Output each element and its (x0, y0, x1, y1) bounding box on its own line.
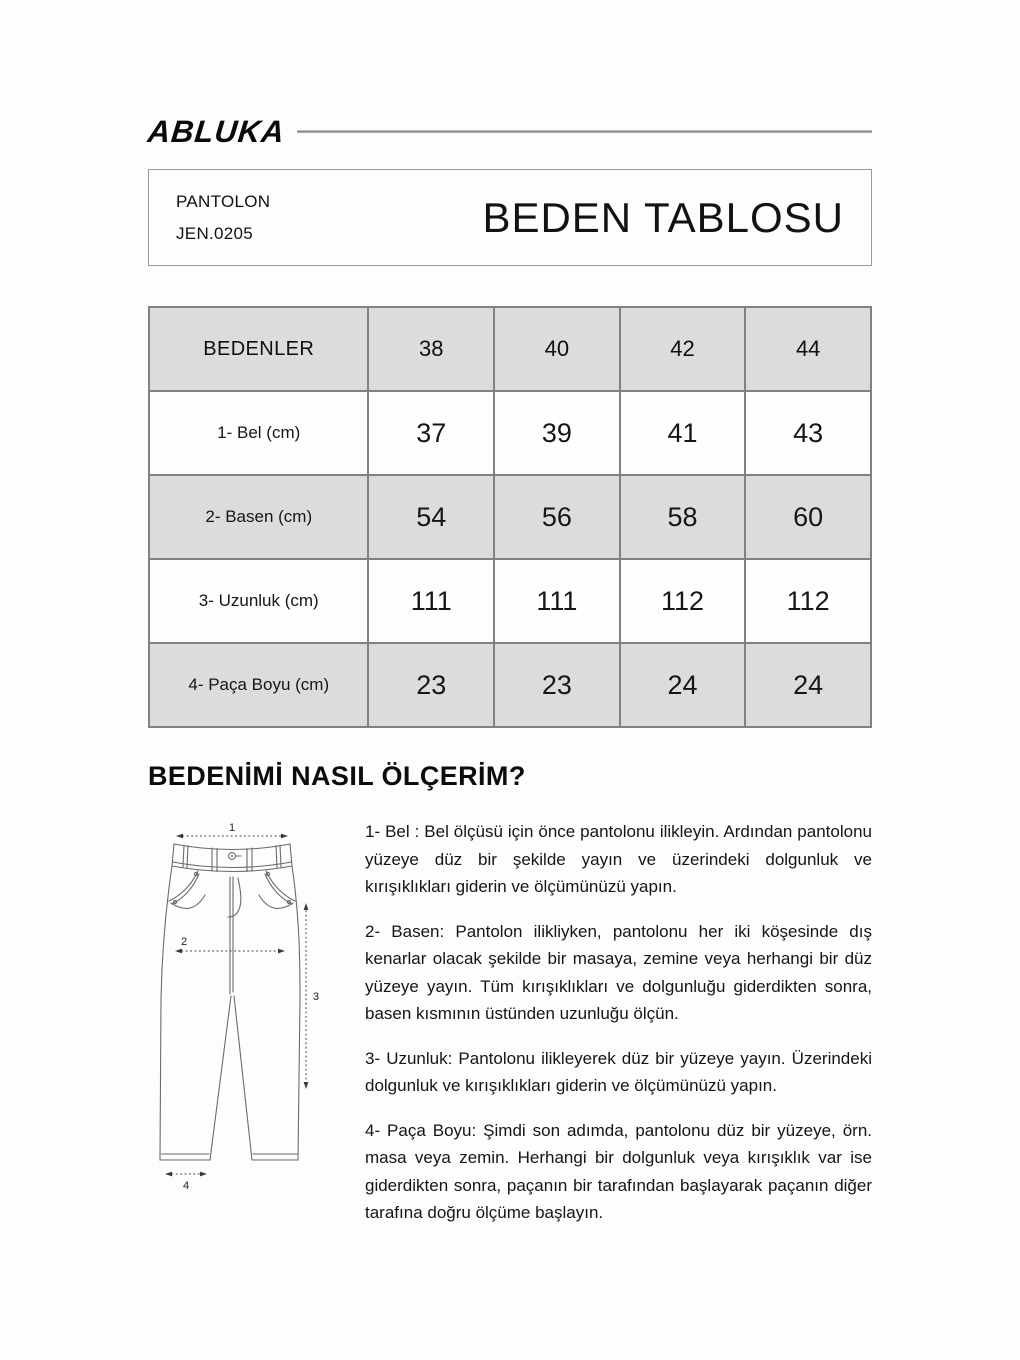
cell-value: 23 (368, 643, 494, 727)
pants-outline (160, 844, 300, 1160)
brand-row (148, 114, 872, 148)
measure-instructions (365, 818, 872, 1244)
arrowheads (165, 834, 308, 1177)
size-header: 42 (620, 307, 746, 391)
size-header: 44 (745, 307, 871, 391)
instruction-waist: 1- Bel : Bel ölçüsü için önce pantolonu ilikleyin. Ardından pantolonu yüzeye düz bir şekilde yayın ve üzerindeki dolgunluk ve kırışıklıkları giderin ve ölçümünüzü yapın. (365, 822, 872, 897)
row-label: 4- Paça Boyu (cm) (149, 643, 368, 727)
cell-value: 23 (494, 643, 620, 727)
cell-value: 24 (620, 643, 746, 727)
measure-section-heading: BEDENİMİ NASIL ÖLÇERİM? (148, 761, 526, 791)
cell-value: 112 (620, 559, 746, 643)
header-box (148, 169, 872, 266)
cell-value: 39 (494, 391, 620, 475)
size-header: 40 (494, 307, 620, 391)
cell-value: 56 (494, 475, 620, 559)
cell-value: 37 (368, 391, 494, 475)
table-header-row (149, 307, 871, 391)
size-header: 38 (368, 307, 494, 391)
table-row (149, 475, 871, 559)
instruction-length: 3- Uzunluk: Pantolonu ilikleyerek düz bir yüzeye yayın. Üzerindeki dolgunluk ve kırışıklıkları giderin ve ölçümünüzü yapın. (365, 1048, 872, 1096)
diagram-label-1: 1 (228, 822, 236, 834)
table-row (149, 559, 871, 643)
product-type: PANTOLON (176, 192, 271, 212)
cell-value: 58 (620, 475, 746, 559)
diagram-label-4: 4 (182, 1180, 190, 1192)
row-label: 2- Basen (cm) (149, 475, 368, 559)
diagram-label-2: 2 (180, 936, 188, 948)
cell-value: 111 (368, 559, 494, 643)
table-row (149, 391, 871, 475)
brand-divider-line (297, 130, 872, 133)
instruction-hip: 2- Basen: Pantolon ilikliyken, pantolonu her iki köşesinde dış kenarlar olacak şekilde bir masaya, zemine veya herhangi bir düz yüzeye yayın. Tüm kırışıklıkları ve dolgunluğu giderdikten sonra, basen kısmının üstünden uzunluğu ölçün. (365, 921, 872, 1024)
row-label: 3- Uzunluk (cm) (149, 559, 368, 643)
product-code: JEN.0205 (176, 223, 254, 243)
cell-value: 41 (620, 391, 746, 475)
table-corner-label: BEDENLER (149, 307, 368, 391)
table-row (149, 643, 871, 727)
cell-value: 112 (745, 559, 871, 643)
pants-diagram-svg (148, 818, 348, 1198)
pants-diagram (148, 818, 353, 1203)
brand-logo: ABLUKA (146, 113, 287, 149)
page-content (148, 114, 872, 1244)
cell-value: 54 (368, 475, 494, 559)
page-title: BEDEN TABLOSU (482, 193, 844, 241)
diagram-label-3: 3 (313, 991, 320, 1003)
cell-value: 24 (745, 643, 871, 727)
row-label: 1- Bel (cm) (149, 391, 368, 475)
size-table (148, 306, 872, 728)
cell-value: 43 (745, 391, 871, 475)
cell-value: 111 (494, 559, 620, 643)
product-info (176, 186, 270, 249)
measure-section (148, 818, 872, 1244)
cell-value: 60 (745, 475, 871, 559)
instruction-hem: 4- Paça Boyu: Şimdi son adımda, pantolonu düz bir yüzeye, örn. masa veya zemin. Herhangi bir dolgunluk veya kırışıklık var ise giderdikten sonra, paçanın bir tarafından başlayarak paçanın diğer tarafına doğru ölçüme başlayın. (365, 1120, 872, 1223)
